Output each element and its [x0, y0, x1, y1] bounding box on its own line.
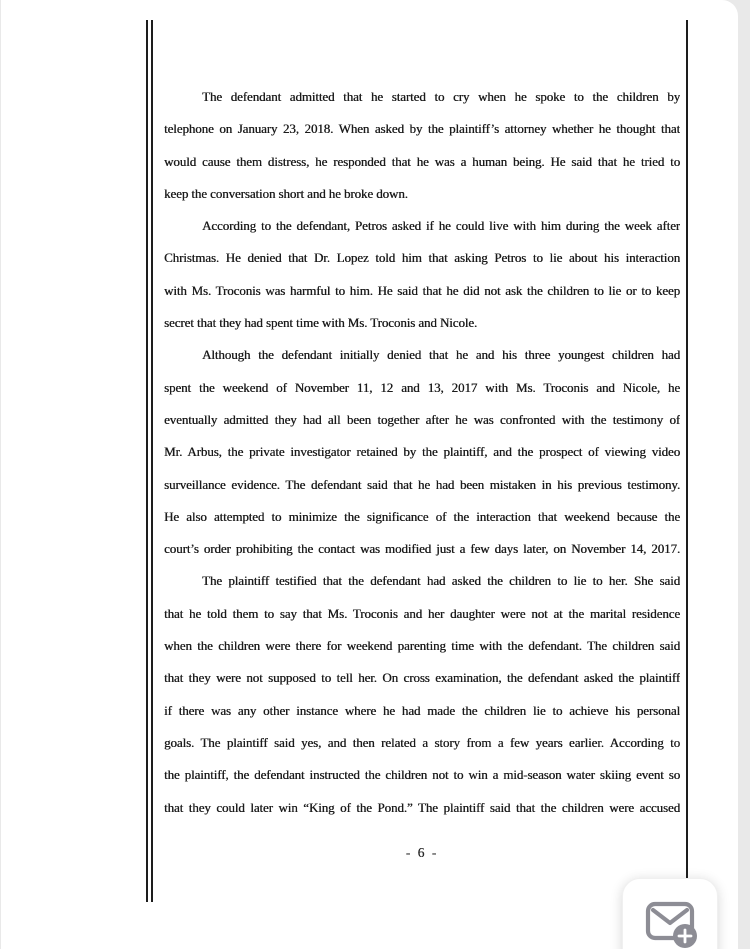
text-line: keep the conversation short and he broke down. [164, 185, 408, 201]
text-line: According to the defendant, Petros asked if he could live with him during the week after [202, 218, 680, 234]
pleading-left-rule-outer [146, 20, 148, 902]
text-line: spent the weekend of November 11, 12 and 13, 2017 with Ms. Troconis and Nicole, he [164, 379, 680, 395]
pleading-right-rule [686, 20, 688, 902]
document-text [164, 81, 680, 824]
text-line: would cause them distress, he responded that he was a human being. He said that he tried to [164, 153, 680, 169]
scanned-page [1, 0, 738, 949]
text-line: goals. The plaintiff said yes, and then related a story from a few years earlier. According to [164, 734, 680, 750]
text-line: that they could later win “King of the Pond.” The plaintiff said that the children were accused [164, 799, 680, 815]
text-line: court’s order prohibiting the contact was modified just a few days later, on November 14, 2017. [164, 541, 680, 557]
text-line: with Ms. Troconis was harmful to him. He said that he did not ask the children to lie or to keep [164, 282, 680, 298]
text-line: if there was any other instance where he had made the children lie to achieve his personal [164, 702, 680, 718]
text-line: Christmas. He denied that Dr. Lopez told him that asking Petros to lie about his interaction [164, 250, 680, 266]
text-line: that they were not supposed to tell her. On cross examination, the defendant asked the plaintiff [164, 670, 680, 686]
compose-email-button[interactable] [622, 878, 718, 949]
pleading-left-rule-inner [151, 20, 153, 902]
text-line: that he told them to say that Ms. Troconis and her daughter were not at the marital residence [164, 605, 680, 621]
text-line: surveillance evidence. The defendant said that he had been mistaken in his previous testimony. [164, 476, 680, 492]
text-line: when the children were there for weekend parenting time with the defendant. The children said [164, 638, 680, 654]
text-line: telephone on January 23, 2018. When asked by the plaintiff’s attorney whether he thought that [164, 121, 680, 137]
text-line: The defendant admitted that he started to cry when he spoke to the children by [202, 89, 680, 104]
page-number: - 6 - [405, 845, 439, 860]
text-line: The plaintiff testified that the defendant had asked the children to lie to her. She said [202, 573, 680, 589]
text-line: the plaintiff, the defendant instructed the children not to win a mid-season water skiing event so [164, 767, 680, 783]
text-line: eventually admitted they had all been together after he was confronted with the testimony of [164, 411, 680, 427]
text-line: secret that they had spent time with Ms. Troconis and Nicole. [164, 315, 478, 331]
text-line: He also attempted to minimize the significance of the interaction that weekend because the [164, 508, 680, 524]
text-line: Although the defendant initially denied that he and his three youngest children had [202, 347, 680, 363]
text-line: Mr. Arbus, the private investigator retained by the plaintiff, and the prospect of viewing video [164, 444, 680, 460]
